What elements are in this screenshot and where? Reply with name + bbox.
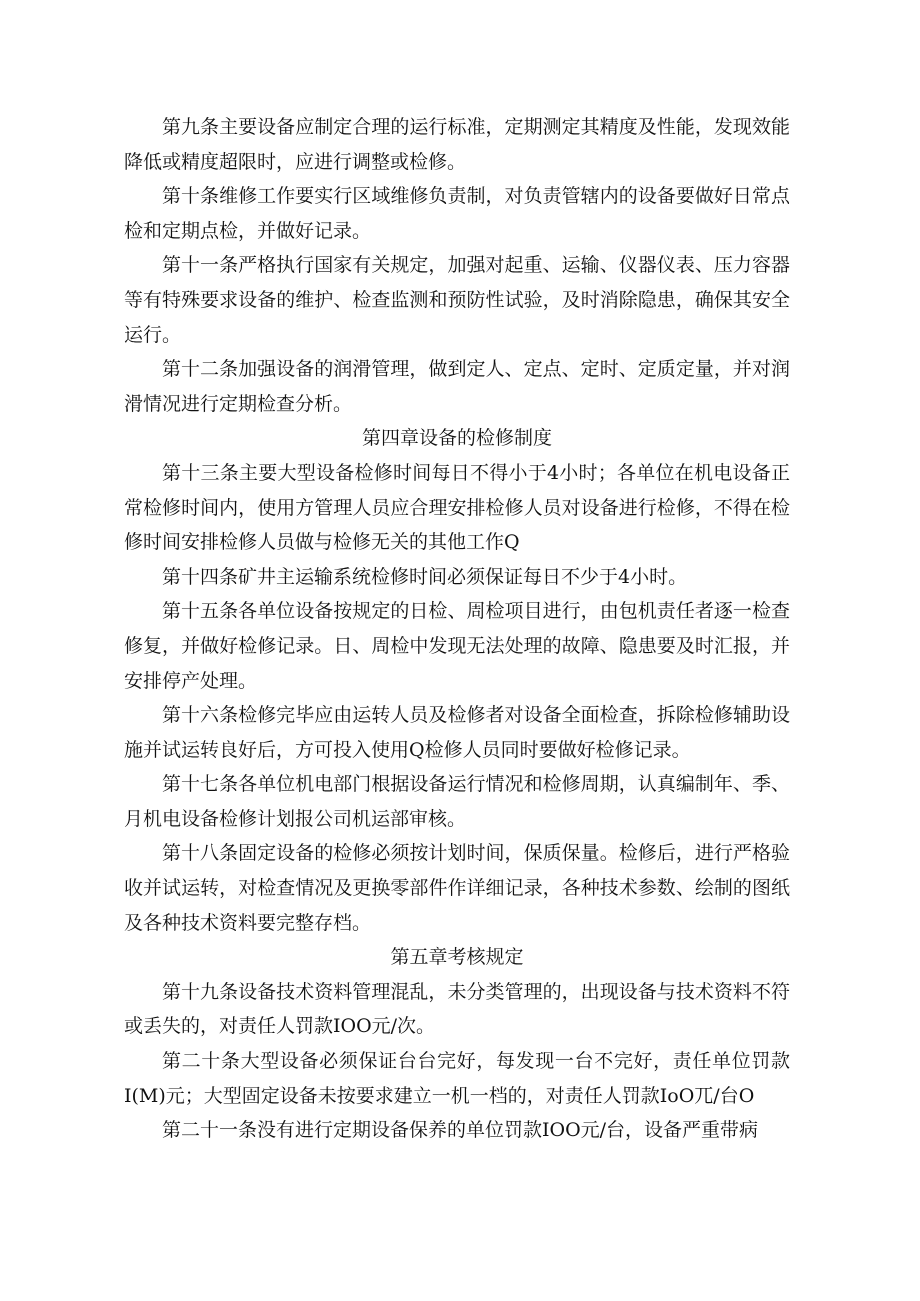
chapter-4-heading: 第四章设备的检修制度 bbox=[361, 427, 552, 450]
article-19: 第十九条设备技术资料管理混乱，未分类管理的，出现设备与技术资料不符或丢失的，对责任人罚款IOO元/次。 bbox=[124, 980, 790, 1038]
document-body bbox=[124, 110, 790, 1148]
article-11: 第十一条严格执行国家有关规定，加强对起重、运输、仪器仪表、压力容器等有特殊要求设备的维护、检查监测和预防性试验，及时消除隐患，确保其安全运行。 bbox=[124, 254, 790, 346]
article-12: 第十二条加强设备的润滑管理，做到定人、定点、定时、定质定量，并对润滑情况进行定期检查分析。 bbox=[124, 358, 790, 415]
article-21: 第二十一条没有进行定期设备保养的单位罚款IOO元/台，设备严重带病 bbox=[162, 1119, 759, 1142]
article-13: 第十三条主要大型设备检修时间每日不得小于4小时；各单位在机电设备正常检修时间内，使用方管理人员应合理安排检修人员对设备进行检修，不得在检修时间安排检修人员做与检修无关的其他工作Q bbox=[124, 461, 790, 554]
chapter-5-heading: 第五章考核规定 bbox=[390, 946, 524, 969]
article-10: 第十条维修工作要实行区域维修负责制，对负责管辖内的设备要做好日常点检和定期点检，并做好记录。 bbox=[124, 185, 790, 242]
article-20: 第二十条大型设备必须保证台台完好，每发现一台不完好，责任单位罚款I(M)元；大型固定设备未按要求建立一机一档的，对责任人罚款IoO兀/台O bbox=[124, 1050, 790, 1107]
article-14: 第十四条矿井主运输系统检修时间必须保证每日不少于4小时。 bbox=[162, 565, 688, 588]
article-18: 第十八条固定设备的检修必须按计划时间，保质保量。检修后，进行严格验收并试运转，对检查情况及更换零部件作详细记录，各种技术参数、绘制的图纸及各种技术资料要完整存档。 bbox=[124, 842, 790, 934]
article-16: 第十六条检修完毕应由运转人员及检修者对设备全面检查，拆除检修辅助设施并试运转良好后，方可投入使用Q检修人员同时要做好检修记录。 bbox=[124, 704, 790, 761]
article-17: 第十七条各单位机电部门根据设备运行情况和检修周期，认真编制年、季、月机电设备检修计划报公司机运部审核。 bbox=[124, 773, 790, 830]
article-15: 第十五条各单位设备按规定的日检、周检项目进行，由包机责任者逐一检查修复，并做好检修记录。日、周检中发现无法处理的故障、隐患要及时汇报，并安排停产处理。 bbox=[124, 600, 790, 692]
article-9: 第九条主要设备应制定合理的运行标准，定期测定其精度及性能，发现效能降低或精度超限时，应进行调整或检修。 bbox=[124, 116, 790, 173]
